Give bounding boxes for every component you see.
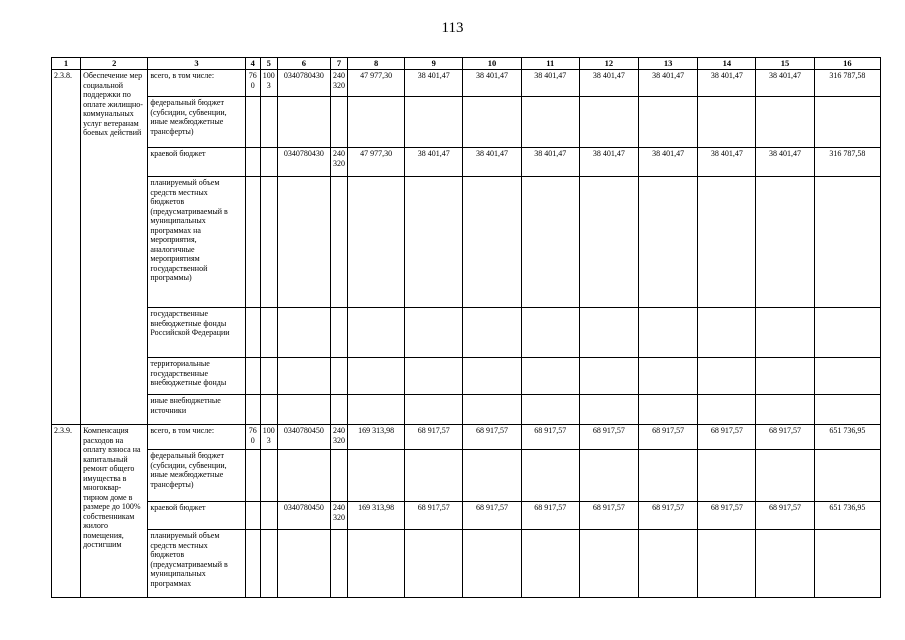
- year-value: [698, 308, 756, 358]
- year-value: [639, 177, 698, 308]
- item-number: 2.3.8.: [52, 70, 81, 425]
- target-article-code: [277, 450, 330, 502]
- section-code: [260, 450, 277, 502]
- target-article-code: 0340780450: [277, 502, 330, 530]
- header-cell: 3: [148, 58, 245, 70]
- year-value: [405, 177, 463, 308]
- year-value: [405, 308, 463, 358]
- year-value: 38 401,47: [405, 70, 463, 97]
- year-value: [348, 358, 405, 395]
- year-value: 47 977,30: [348, 70, 405, 97]
- expense-type-code: [330, 177, 347, 308]
- grbs-code: [245, 450, 260, 502]
- year-value: [639, 358, 698, 395]
- section-code: 1003: [260, 70, 277, 97]
- header-row: [52, 58, 881, 70]
- table-row: [52, 148, 881, 177]
- header-cell: 9: [405, 58, 463, 70]
- year-value: [348, 97, 405, 148]
- year-value: [698, 97, 756, 148]
- year-value: 68 917,57: [405, 425, 463, 450]
- total-value: 651 736,95: [814, 425, 880, 450]
- table-row: [52, 177, 881, 308]
- year-value: 38 401,47: [521, 70, 579, 97]
- budget-table: [51, 57, 881, 598]
- year-value: 68 917,57: [698, 425, 756, 450]
- year-value: [405, 450, 463, 502]
- year-value: 38 401,47: [521, 148, 579, 177]
- year-value: [698, 177, 756, 308]
- year-value: 38 401,47: [463, 148, 521, 177]
- expense-type-code: [330, 358, 347, 395]
- expense-type-code: [330, 450, 347, 502]
- year-value: [348, 395, 405, 425]
- funding-source: всего, в том числе:: [148, 425, 245, 450]
- target-article-code: [277, 97, 330, 148]
- year-value: [463, 358, 521, 395]
- header-cell: 8: [348, 58, 405, 70]
- year-value: 68 917,57: [639, 502, 698, 530]
- funding-source: территориальные государственные внебюджетные фонды: [148, 358, 245, 395]
- header-cell: 16: [814, 58, 880, 70]
- total-value: 316 787,58: [814, 70, 880, 97]
- year-value: 68 917,57: [579, 425, 638, 450]
- expense-type-code: [330, 530, 347, 598]
- year-value: [521, 308, 579, 358]
- table-row: [52, 308, 881, 358]
- year-value: [698, 530, 756, 598]
- expense-type-code: 240 320: [330, 425, 347, 450]
- year-value: [698, 395, 756, 425]
- header-cell: 6: [277, 58, 330, 70]
- year-value: [639, 530, 698, 598]
- table-row: [52, 97, 881, 148]
- item-name: Компенсация расходов на оплату взноса на капитальный ремонт общего имущества в многоквар-тирном доме в размере до 100% собственникам жилого помещения, достигшим: [81, 425, 148, 598]
- year-value: [639, 450, 698, 502]
- year-value: [756, 308, 814, 358]
- target-article-code: [277, 530, 330, 598]
- year-value: [579, 177, 638, 308]
- total-value: [814, 97, 880, 148]
- section-code: [260, 502, 277, 530]
- funding-source: краевой бюджет: [148, 148, 245, 177]
- total-value: [814, 530, 880, 598]
- year-value: 68 917,57: [756, 502, 814, 530]
- year-value: [521, 177, 579, 308]
- header-cell: 1: [52, 58, 81, 70]
- year-value: 38 401,47: [463, 70, 521, 97]
- total-value: [814, 308, 880, 358]
- target-article-code: 0340780430: [277, 70, 330, 97]
- grbs-code: [245, 502, 260, 530]
- funding-source: планируемый объем средств местных бюджетов (предусматриваемый в муниципальных программах: [148, 530, 245, 598]
- year-value: 47 977,30: [348, 148, 405, 177]
- total-value: [814, 358, 880, 395]
- year-value: [756, 177, 814, 308]
- year-value: [756, 358, 814, 395]
- year-value: [463, 395, 521, 425]
- year-value: 169 313,98: [348, 502, 405, 530]
- year-value: 68 917,57: [521, 425, 579, 450]
- total-value: 651 736,95: [814, 502, 880, 530]
- year-value: [579, 395, 638, 425]
- year-value: 38 401,47: [756, 148, 814, 177]
- year-value: 38 401,47: [579, 70, 638, 97]
- funding-source: планируемый объем средств местных бюджетов (предусматриваемый в муниципальных программах на мероприятия, аналогичные мероприятиям государственной программы): [148, 177, 245, 308]
- year-value: [756, 530, 814, 598]
- year-value: 38 401,47: [579, 148, 638, 177]
- section-code: [260, 308, 277, 358]
- grbs-code: 760: [245, 70, 260, 97]
- header-cell: 10: [463, 58, 521, 70]
- header-cell: 14: [698, 58, 756, 70]
- year-value: 38 401,47: [756, 70, 814, 97]
- year-value: [348, 308, 405, 358]
- target-article-code: [277, 395, 330, 425]
- table-row: [52, 425, 881, 450]
- table-row: [52, 70, 881, 97]
- year-value: [521, 358, 579, 395]
- year-value: [579, 97, 638, 148]
- year-value: [579, 358, 638, 395]
- section-code: [260, 358, 277, 395]
- year-value: [348, 530, 405, 598]
- year-value: 68 917,57: [521, 502, 579, 530]
- expense-type-code: [330, 308, 347, 358]
- grbs-code: [245, 358, 260, 395]
- year-value: 38 401,47: [639, 148, 698, 177]
- grbs-code: [245, 97, 260, 148]
- year-value: [698, 358, 756, 395]
- year-value: [639, 97, 698, 148]
- year-value: 38 401,47: [639, 70, 698, 97]
- year-value: 38 401,47: [698, 148, 756, 177]
- header-cell: 12: [579, 58, 638, 70]
- funding-source: федеральный бюджет (субсидии, субвенции, иные межбюджетные трансферты): [148, 450, 245, 502]
- year-value: 68 917,57: [463, 425, 521, 450]
- year-value: [698, 450, 756, 502]
- expense-type-code: 240 320: [330, 502, 347, 530]
- header-cell: 15: [756, 58, 814, 70]
- year-value: 38 401,47: [698, 70, 756, 97]
- grbs-code: [245, 148, 260, 177]
- target-article-code: [277, 177, 330, 308]
- year-value: [463, 450, 521, 502]
- year-value: [405, 358, 463, 395]
- table-row: [52, 395, 881, 425]
- section-code: 1003: [260, 425, 277, 450]
- header-cell: 7: [330, 58, 347, 70]
- grbs-code: [245, 308, 260, 358]
- year-value: 68 917,57: [579, 502, 638, 530]
- year-value: [639, 308, 698, 358]
- target-article-code: 0340780450: [277, 425, 330, 450]
- year-value: [521, 530, 579, 598]
- year-value: [579, 530, 638, 598]
- header-cell: 5: [260, 58, 277, 70]
- header-cell: 13: [639, 58, 698, 70]
- year-value: 68 917,57: [698, 502, 756, 530]
- expense-type-code: [330, 395, 347, 425]
- year-value: 68 917,57: [639, 425, 698, 450]
- year-value: [348, 450, 405, 502]
- year-value: [348, 177, 405, 308]
- year-value: [463, 308, 521, 358]
- year-value: [521, 395, 579, 425]
- section-code: [260, 177, 277, 308]
- table-body: [52, 58, 881, 598]
- year-value: [463, 530, 521, 598]
- year-value: 68 917,57: [405, 502, 463, 530]
- header-cell: 11: [521, 58, 579, 70]
- funding-source: всего, в том числе:: [148, 70, 245, 97]
- grbs-code: [245, 177, 260, 308]
- funding-source: федеральный бюджет (субсидии, субвенции, иные межбюджетные трансферты): [148, 97, 245, 148]
- header-cell: 4: [245, 58, 260, 70]
- target-article-code: [277, 358, 330, 395]
- grbs-code: [245, 395, 260, 425]
- year-value: [521, 450, 579, 502]
- year-value: [521, 97, 579, 148]
- funding-source: иные внебюджетные источники: [148, 395, 245, 425]
- year-value: [756, 395, 814, 425]
- expense-type-code: 240 320: [330, 148, 347, 177]
- target-article-code: 0340780430: [277, 148, 330, 177]
- table-row: [52, 530, 881, 598]
- item-number: 2.3.9.: [52, 425, 81, 598]
- year-value: [756, 450, 814, 502]
- grbs-code: [245, 530, 260, 598]
- year-value: [405, 395, 463, 425]
- target-article-code: [277, 308, 330, 358]
- expense-type-code: [330, 97, 347, 148]
- item-name: Обеспечение мер социальной поддержки по оплате жилищно-коммунальных услуг ветеранам боевых действий: [81, 70, 148, 425]
- total-value: [814, 177, 880, 308]
- year-value: [756, 97, 814, 148]
- table-row: [52, 358, 881, 395]
- year-value: [579, 450, 638, 502]
- table-row: [52, 450, 881, 502]
- total-value: 316 787,58: [814, 148, 880, 177]
- year-value: [639, 395, 698, 425]
- total-value: [814, 450, 880, 502]
- page-number: 113: [441, 20, 464, 36]
- section-code: [260, 395, 277, 425]
- grbs-code: 760: [245, 425, 260, 450]
- year-value: 38 401,47: [405, 148, 463, 177]
- section-code: [260, 148, 277, 177]
- year-value: 68 917,57: [463, 502, 521, 530]
- funding-source: государственные внебюджетные фонды Российской Федерации: [148, 308, 245, 358]
- year-value: [463, 177, 521, 308]
- section-code: [260, 97, 277, 148]
- year-value: [463, 97, 521, 148]
- year-value: [405, 97, 463, 148]
- total-value: [814, 395, 880, 425]
- funding-source: краевой бюджет: [148, 502, 245, 530]
- year-value: [579, 308, 638, 358]
- year-value: [405, 530, 463, 598]
- year-value: 68 917,57: [756, 425, 814, 450]
- year-value: 169 313,98: [348, 425, 405, 450]
- table-row: [52, 502, 881, 530]
- expense-type-code: 240 320: [330, 70, 347, 97]
- header-cell: 2: [81, 58, 148, 70]
- section-code: [260, 530, 277, 598]
